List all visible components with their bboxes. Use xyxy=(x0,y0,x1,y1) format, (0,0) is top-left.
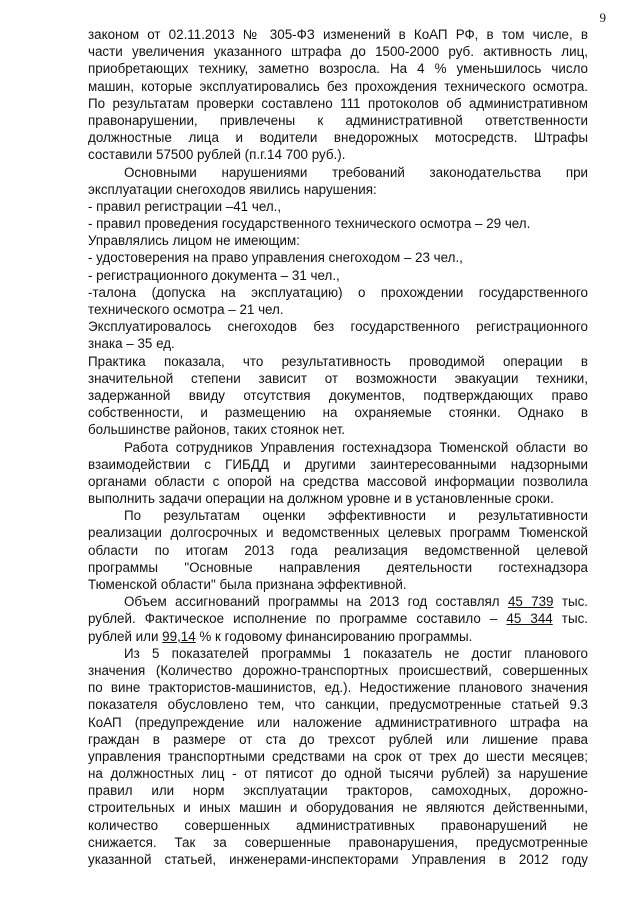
text-line: части увеличения указанного штрафа до 1500-2000 руб. активность лиц, xyxy=(88,44,588,60)
text-line: показателя обусловлено тем, что санкции, предусмотренные статьей 9.3 xyxy=(88,697,588,713)
text-line: задержанной ввиду отсутствия документов, подтверждающих право xyxy=(88,387,588,403)
text-line: выполнить задачи операции на должном уровне и в установленные сроки. xyxy=(88,491,554,507)
finance-line-3-text: рублей или xyxy=(88,628,163,644)
finance-line-2 xyxy=(88,610,588,627)
finance-line-2-unit: тыс. xyxy=(552,611,588,627)
text-line: программы "Основные направления деятельности гостехнадзора xyxy=(88,559,588,575)
text-line: - удостоверения на право управления снегоходом – 23 чел., xyxy=(88,250,463,266)
finance-line-3 xyxy=(88,628,588,645)
allocated-amount: 45 739 xyxy=(507,594,554,610)
text-line: Эксплуатировалось снегоходов без государственного регистрационного xyxy=(88,319,588,335)
text-line: значительной степени зависит от возможности эвакуации техники, xyxy=(88,370,588,386)
text-block-upper xyxy=(88,26,588,593)
finance-line-1-text: Объем ассигнований программы на 2013 год составлял xyxy=(124,594,508,610)
text-line: - правил регистрации –41 чел., xyxy=(88,198,282,214)
text-line: - регистрационного документа – 31 чел., xyxy=(88,267,340,283)
text-line: Из 5 показателей программы 1 показатель не достиг планового xyxy=(124,645,588,661)
text-line: КоАП (предупреждение или наложение административного штрафа на xyxy=(88,714,588,730)
text-line: эксплуатации снегоходов явились нарушения: xyxy=(88,181,377,197)
text-line: составили 57500 рублей (п.г.14 700 руб.). xyxy=(88,147,346,163)
text-line: технического осмотра – 21 чел. xyxy=(88,302,284,317)
text-line: - правил проведения государственного технического осмотра – 29 чел. xyxy=(88,216,531,232)
text-line: правил или норм эксплуатации тракторов, самоходных, дорожно- xyxy=(88,783,588,799)
text-line: строительных и иных машин и оборудования не являются действенными, xyxy=(88,800,588,816)
text-line: правонарушении, привлечены к административной ответственности xyxy=(88,112,588,128)
text-line: по вине трактористов-машинистов, ед.). Недостижение планового значения xyxy=(88,680,588,696)
text-line: граждан в размере от ста до трехсот рублей или лишение права xyxy=(88,731,588,747)
text-line: знака – 35 ед. xyxy=(88,336,175,352)
text-line: значения (Количество дорожно-транспортных происшествий, совершенных xyxy=(88,662,588,678)
finance-line-1-unit: тыс. xyxy=(553,594,588,610)
text-line: приобретающих технику, заметно возросла. На 4 % уменьшилось число xyxy=(88,61,588,77)
text-line: Работа сотрудников Управления гостехнадзора Тюменской области во xyxy=(124,439,588,455)
text-line: указанной статьей, инженерами-инспекторами Управления в 2012 году xyxy=(88,852,588,867)
text-line: собственности, и размещению на охраняемые стоянки. Однако в xyxy=(88,405,588,421)
text-line: По результатам проверки составлено 111 протоколов об административном xyxy=(88,95,588,111)
text-line: органами области с опорой на средства массовой информации позволила xyxy=(88,473,588,489)
text-line: машин, которые эксплуатировались без прохождения технического осмотра. xyxy=(88,78,588,94)
page-number: 9 xyxy=(599,10,606,25)
executed-amount: 45 344 xyxy=(506,611,553,627)
finance-line-1 xyxy=(88,593,588,610)
text-line: управления транспортными средствами на срок от трех до шести месяцев; xyxy=(88,748,588,764)
text-line: должностные лица и водители внедорожных мотосредств. Штрафы xyxy=(88,130,588,146)
finance-line-3-tail: % к годовому финансированию программы. xyxy=(195,628,473,644)
text-line: Управлялись лицом не имеющим: xyxy=(88,233,300,249)
text-line: большинстве районов, таких стоянок нет. xyxy=(88,422,346,438)
text-line: По результатам оценки эффективности и результативности xyxy=(124,508,588,524)
text-line: Практика показала, что результативность проводимой операции в xyxy=(88,353,588,369)
text-line: снижается. Так за совершенные правонарушения, предусмотренные xyxy=(88,834,588,850)
text-line: количество совершенных административных правонарушений не xyxy=(88,817,588,833)
text-line: на должностных лиц - от пятисот до одной тысячи рублей) за нарушение xyxy=(88,766,588,782)
finance-paragraph xyxy=(88,593,588,645)
execution-percent: 99,14 xyxy=(162,628,196,644)
text-block-lower xyxy=(88,645,588,868)
text-line: Тюменской области" была признана эффективной. xyxy=(88,577,407,592)
text-line: реализации долгосрочных и ведомственных целевых программ Тюменской xyxy=(88,525,588,541)
document-body xyxy=(88,26,588,868)
text-line: -талона (допуска на эксплуатацию) о прохождении государственного xyxy=(88,284,588,300)
text-line: взаимодействии с ГИБДД и другими заинтересованными надзорными xyxy=(88,456,588,472)
text-line: законом от 02.11.2013 № 305-ФЗ изменений в КоАП РФ, в том числе, в xyxy=(88,27,588,42)
text-line: области по итогам 2013 года реализация ведомственной целевой xyxy=(88,542,588,558)
text-line: Основными нарушениями требований законодательства при xyxy=(124,164,588,180)
finance-line-2-text: рублей. Фактическое исполнение по программе составило – xyxy=(88,611,507,627)
